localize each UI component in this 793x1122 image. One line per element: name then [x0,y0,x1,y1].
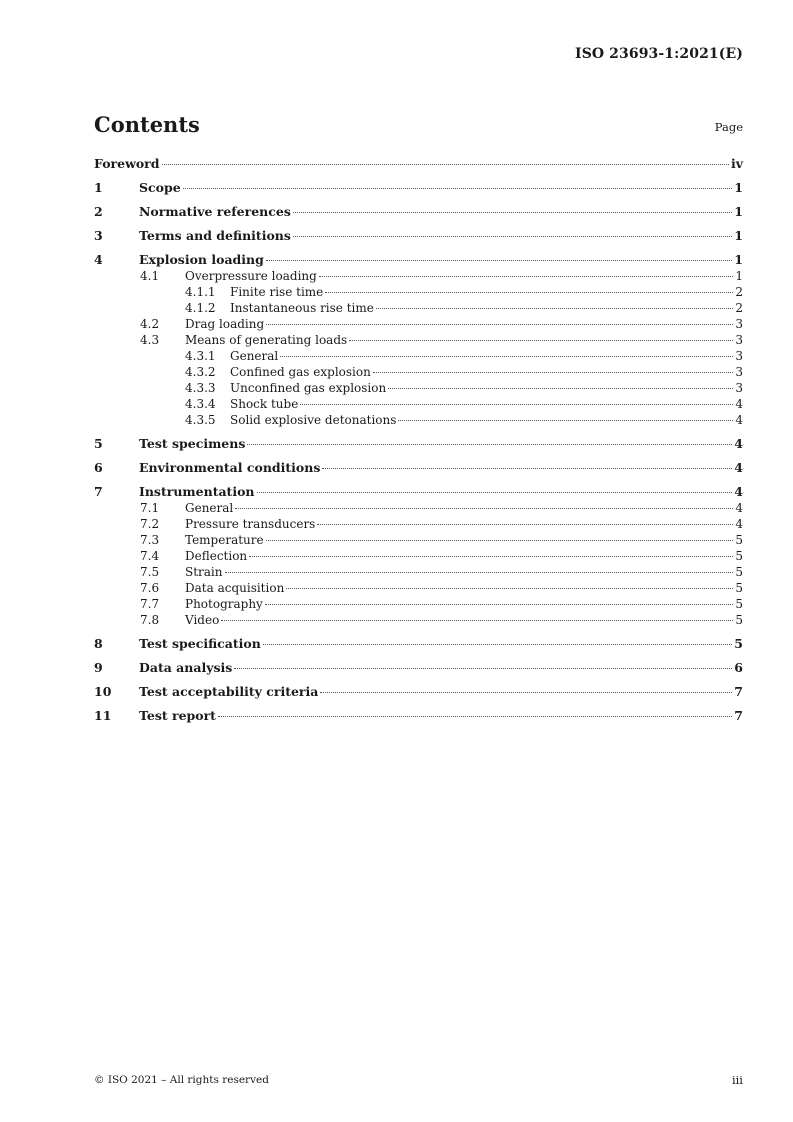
toc-entry-page: 1 [734,180,743,195]
toc-entry-number: 2 [94,204,103,219]
toc-entry-page: 2 [735,301,743,315]
toc-entry-4-1-2[interactable] [94,300,743,316]
toc-entry-title: Strain [185,565,223,579]
toc-entry-2[interactable] [94,204,743,220]
toc-entry-4-1[interactable] [94,268,743,284]
toc-entry-page: 4 [735,501,743,515]
toc-entry-number: 5 [94,436,103,451]
toc-entry-number: 7.2 [140,517,160,531]
dot-leader [320,692,732,693]
toc-entry-title: Data acquisition [185,581,285,595]
dot-leader [225,572,734,573]
toc-entry-4-2[interactable] [94,316,743,332]
dot-leader [257,492,733,493]
page-title: Contents [94,112,200,137]
page-column-label: Page [714,120,743,134]
toc-entry-number: 7.3 [140,533,160,547]
toc-entry-7-2[interactable] [94,516,743,532]
toc-entry-4-3-3[interactable] [94,380,743,396]
dot-leader [293,212,732,213]
toc-entry-page: 5 [735,597,743,611]
dot-leader [317,524,733,525]
dot-leader [234,668,732,669]
dot-leader [218,716,732,717]
toc-entry-title: Drag loading [185,317,265,331]
page-number: iii [731,1073,743,1087]
toc-entry-4-3-5[interactable] [94,412,743,428]
toc-entry-page: 4 [735,413,743,427]
toc-entry-title: Deflection [185,549,248,563]
toc-entry-5[interactable] [94,436,743,452]
toc-entry-7-5[interactable] [94,564,743,580]
toc-entry-10[interactable] [94,684,743,700]
toc-entry-number: 7 [94,484,103,499]
toc-entry-number: 9 [94,660,103,675]
toc-entry-page: 1 [734,228,743,243]
toc-entry-page: iv [730,156,743,171]
toc-entry-title: Test report [139,708,216,723]
toc-entry-number: 11 [94,708,112,723]
toc-entry-title: Data analysis [139,660,233,675]
toc-entry-title: Test specimens [139,436,246,451]
toc-entry-title: Solid explosive detonations [230,413,397,427]
toc-entry-page: 2 [735,285,743,299]
toc-entry-number: 4 [94,252,103,267]
toc-entry-page: 3 [735,381,743,395]
dot-leader [293,236,732,237]
toc-entry-page: 5 [735,533,743,547]
toc-entry-page: 3 [735,317,743,331]
dot-leader [319,276,734,277]
toc-entry-page: 1 [734,204,743,219]
toc-entry-6[interactable] [94,460,743,476]
toc-entry-title: Normative references [139,204,291,219]
dot-leader [162,164,729,165]
dot-leader [266,324,733,325]
toc-entry-page: 1 [734,252,743,267]
toc-entry-page: 1 [735,269,743,283]
toc-entry-4-3[interactable] [94,332,743,348]
toc-entry-page: 4 [734,460,743,475]
toc-entry-4-3-1[interactable] [94,348,743,364]
dot-leader [265,604,734,605]
toc-entry-number: 4.2 [140,317,160,331]
dot-leader [280,356,733,357]
toc-entry-number: 7.6 [140,581,160,595]
dot-leader [373,372,734,373]
toc-entry-number: 4.3.4 [185,397,216,411]
toc-entry-7-6[interactable] [94,580,743,596]
toc-entry-7-3[interactable] [94,532,743,548]
toc-entry-number: 3 [94,228,103,243]
toc-entry-page: 5 [735,565,743,579]
toc-entry-title: Means of generating loads [185,333,348,347]
toc-entry-title: Explosion loading [139,252,264,267]
toc-entry-title: Scope [139,180,181,195]
toc-entry-title: Instrumentation [139,484,255,499]
toc-entry-number: 7.8 [140,613,160,627]
toc-entry-page: 7 [734,708,743,723]
toc-entry-3[interactable] [94,228,743,244]
table-of-contents [94,156,743,724]
dot-leader [249,556,733,557]
dot-leader [322,468,732,469]
toc-entry-number: 7.7 [140,597,160,611]
toc-entry-title: Confined gas explosion [230,365,371,379]
toc-entry-title: Environmental conditions [139,460,321,475]
toc-entry-4-1-1[interactable] [94,284,743,300]
toc-entry-page: 3 [735,349,743,363]
toc-entry-number: 4.3.1 [185,349,216,363]
toc-entry-4[interactable] [94,252,743,268]
toc-entry-title: General [230,349,279,363]
toc-entry-number: 4.3.3 [185,381,216,395]
toc-entry-page: 5 [734,636,743,651]
toc-entry-11[interactable] [94,708,743,724]
document-id: ISO 23693-1:2021(E) [575,46,743,62]
toc-entry-page: 5 [735,581,743,595]
toc-entry-title: Test specification [139,636,261,651]
toc-entry-page: 4 [734,436,743,451]
toc-entry-page: 5 [735,549,743,563]
toc-entry-7-7[interactable] [94,596,743,612]
dot-leader [376,308,734,309]
toc-entry-7-8[interactable] [94,612,743,628]
dot-leader [325,292,733,293]
dot-leader [183,188,733,189]
dot-leader [349,340,733,341]
toc-entry-4-3-2[interactable] [94,364,743,380]
toc-entry-number: 4.1.1 [185,285,216,299]
dot-leader [266,260,732,261]
toc-entry-page: 6 [734,660,743,675]
toc-entry-title: Test acceptability criteria [139,684,319,699]
toc-entry-page: 3 [735,365,743,379]
toc-entry-7-1[interactable] [94,500,743,516]
toc-entry-number: 4.1.2 [185,301,216,315]
toc-entry-title: Terms and definitions [139,228,291,243]
toc-entry-9[interactable] [94,660,743,676]
dot-leader [266,540,734,541]
dot-leader [388,388,733,389]
dot-leader [221,620,733,621]
toc-entry-page: 4 [735,517,743,531]
toc-entry-number: 8 [94,636,103,651]
toc-entry-title: Unconfined gas explosion [230,381,387,395]
toc-entry-number: 4.3.5 [185,413,216,427]
toc-entry-title: Foreword [94,156,160,171]
toc-entry-page: 7 [734,684,743,699]
dot-leader [247,444,732,445]
dot-leader [286,588,733,589]
toc-entry-title: General [185,501,234,515]
toc-entry-title: Finite rise time [230,285,324,299]
toc-entry-title: Instantaneous rise time [230,301,374,315]
toc-entry-1[interactable] [94,180,743,196]
toc-entry-number: 4.3.2 [185,365,216,379]
toc-entry-title: Pressure transducers [185,517,316,531]
toc-entry-page: 3 [735,333,743,347]
toc-entry-number: 10 [94,684,112,699]
dot-leader [398,420,733,421]
toc-entry-page: 4 [734,484,743,499]
toc-entry-number: 7.4 [140,549,160,563]
toc-entry-page: 5 [735,613,743,627]
toc-entry-number: 4.1 [140,269,160,283]
toc-entry-foreword[interactable] [94,156,743,172]
toc-entry-4-3-4[interactable] [94,396,743,412]
dot-leader [263,644,732,645]
toc-entry-title: Shock tube [230,397,299,411]
copyright-notice: © ISO 2021 – All rights reserved [94,1074,269,1086]
dot-leader [235,508,733,509]
toc-entry-8[interactable] [94,636,743,652]
toc-entry-number: 1 [94,180,103,195]
toc-entry-page: 4 [735,397,743,411]
toc-entry-title: Temperature [185,533,264,547]
toc-entry-number: 7.5 [140,565,160,579]
dot-leader [300,404,733,405]
toc-entry-7[interactable] [94,484,743,500]
toc-entry-title: Photography [185,597,263,611]
toc-entry-title: Overpressure loading [185,269,317,283]
toc-entry-number: 6 [94,460,103,475]
toc-entry-number: 7.1 [140,501,160,515]
toc-entry-7-4[interactable] [94,548,743,564]
toc-entry-number: 4.3 [140,333,160,347]
toc-entry-title: Video [185,613,220,627]
